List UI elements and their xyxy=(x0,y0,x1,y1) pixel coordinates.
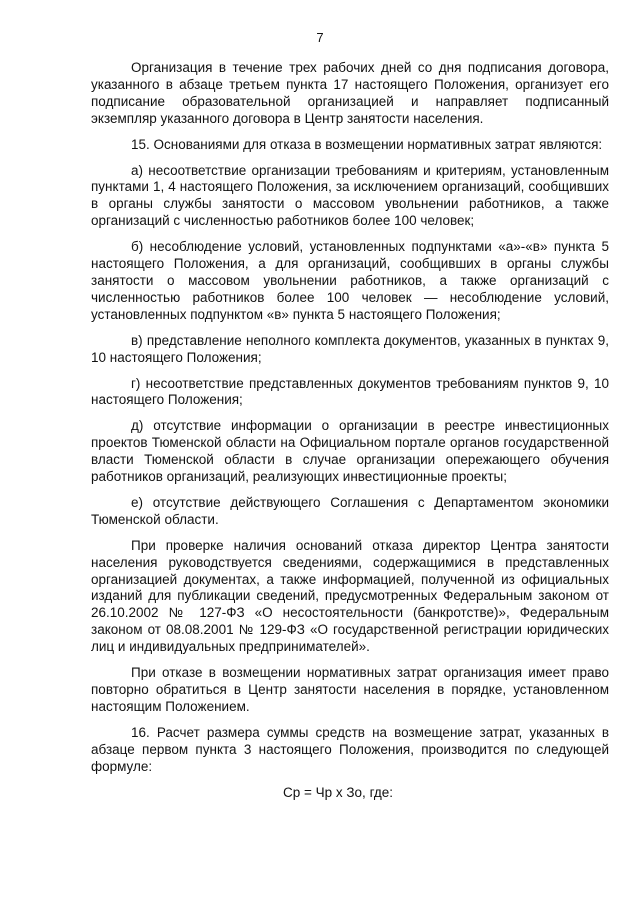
paragraph-15-v: в) представление неполного комплекта документов, указанных в пунктах 9, 10 настоящего Положения; xyxy=(91,332,609,365)
paragraph-15-refusal-grounds: 15. Основаниями для отказа в возмещении нормативных затрат являются: xyxy=(131,136,603,152)
paragraph-15-e: е) отсутствие действующего Соглашения с Департаментом экономики Тюменской области. xyxy=(91,494,609,527)
paragraph-contract-signing: Организация в течение трех рабочих дней со дня подписания договора, указанного в абзаце третьем пункта 17 настоящего Положения, организует его подписание образовательной организацией и направляет подписанный экземпляр указанного договора в Центр занятости населения. xyxy=(91,60,609,126)
formula: Ср = Чр х Зо, где: xyxy=(283,784,394,800)
paragraph-15-d: д) отсутствие информации о организации в реестре инвестиционных проектов Тюменской области на Официальном портале органов государственной власти Тюменской области в случае организации опережающего обучения работников организаций, реализующих инвестиционные проекты; xyxy=(91,418,609,485)
page-number: 7 xyxy=(316,30,324,45)
paragraph-resubmission: При отказе в возмещении нормативных затрат организация имеет право повторно обратиться в Центр занятости населения в порядке, установленном настоящим Положением. xyxy=(91,665,609,714)
paragraph-16-calculation: 16. Расчет размера суммы средств на возмещение затрат, указанных в абзаце первом пункта 3 настоящего Положения, производится по следующей формуле: xyxy=(91,724,609,774)
paragraph-15-g: г) несоответствие представленных документов требованиям пунктов 9, 10 настоящего Положения; xyxy=(91,375,609,408)
document-body xyxy=(91,60,609,801)
paragraph-15-a: а) несоответствие организации требованиям и критериям, установленным пунктами 1, 4 настоящего Положения, за исключением организаций, сообщивших в органы службы занятости о массовом увольнении работников, а также организаций с численностью работников более 100 человек; xyxy=(91,162,609,229)
paragraph-15-b: б) несоблюдение условий, установленных подпунктами «а»-«в» пункта 5 настоящего Положения, а для организаций, сообщивших в органы службы занятости о массовом увольнении работников, а также организаций с численностью работников более 100 человек — несоблюдение условий, установленных подпунктом «в» пункта 5 настоящего Положения; xyxy=(91,239,609,322)
paragraph-verification: При проверке наличия оснований отказа директор Центра занятости населения руководствуется сведениями, содержащимися в представленных организацией документах, а также информацией, полученной из официальных изданий для публикации сведений, предусмотренных Федеральным законом от 26.10.2002 № 127-ФЗ «О несостоятельности (банкротстве)», Федеральным законом от 08.08.2001 № 129-ФЗ «О государственной регистрации юридических лиц и индивидуальных предпринимателей». xyxy=(91,537,609,655)
